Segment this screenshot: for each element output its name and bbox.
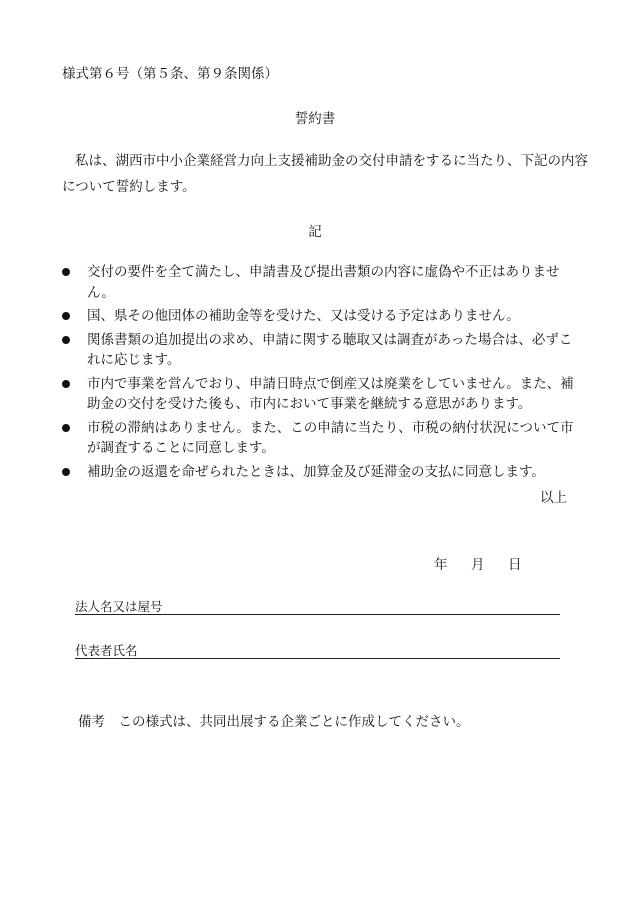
- corp-name-field[interactable]: [75, 598, 560, 615]
- pledge-list: [62, 262, 582, 485]
- remarks-note: 備考 この様式は、共同出展する企業ごとに作成してください。: [78, 714, 470, 730]
- pledge-text: 交付の要件を全て満たし、申請書及び提出書類の内容に虚偽や不正はありません。: [87, 264, 560, 301]
- bullet-icon: [62, 336, 70, 344]
- bullet-icon: [62, 424, 70, 432]
- bullet-icon: [62, 380, 70, 388]
- pledge-text: 市内で事業を営んでおり、申請日時点で倒産又は廃業をしていません。また、補助金の交付を受けた後も、市内において事業を継続する意思があります。: [87, 375, 574, 412]
- date-day-label: 日: [508, 557, 522, 573]
- pledge-item: [62, 462, 582, 483]
- pledge-text: 補助金の返還を命ぜられたときは、加算金及び延滞金の支払に同意します。: [87, 463, 545, 480]
- pledge-item: [62, 418, 582, 459]
- pledge-text: 国、県その他団体の補助金等を受けた、又は受ける予定はありません。: [87, 308, 520, 324]
- pledge-item: [62, 374, 582, 415]
- document-title: 誓約書: [294, 111, 336, 127]
- intro-paragraph: 私は、湖西市中小企業経営力向上支援補助金の交付申請をするに当たり、下記の内容について誓約します。: [62, 153, 588, 195]
- form-number: 様式第６号（第５条、第９条関係）: [62, 66, 278, 82]
- pledge-text: 関係書類の追加提出の求め、申請に関する聴取又は調査があった場合は、必ずこれに応じます。: [87, 331, 573, 368]
- bullet-icon: [62, 312, 70, 320]
- date-month-label: 月: [471, 557, 485, 573]
- ki-heading: 記: [308, 224, 322, 240]
- pledge-item: [62, 330, 582, 371]
- corp-name-label: 法人名又は屋号: [75, 599, 163, 614]
- date-year-label: 年: [434, 557, 448, 573]
- pledge-text: 市税の滞納はありません。また、この申請に当たり、市税の納付状況について市が調査することに同意します。: [87, 419, 574, 456]
- pledge-item: [62, 306, 582, 327]
- pledge-item: [62, 262, 582, 303]
- closing-ijo: 以上: [540, 490, 567, 506]
- representative-name-field[interactable]: [75, 642, 560, 659]
- representative-name-label: 代表者氏名: [75, 643, 138, 658]
- bullet-icon: [62, 468, 70, 476]
- bullet-icon: [62, 268, 70, 276]
